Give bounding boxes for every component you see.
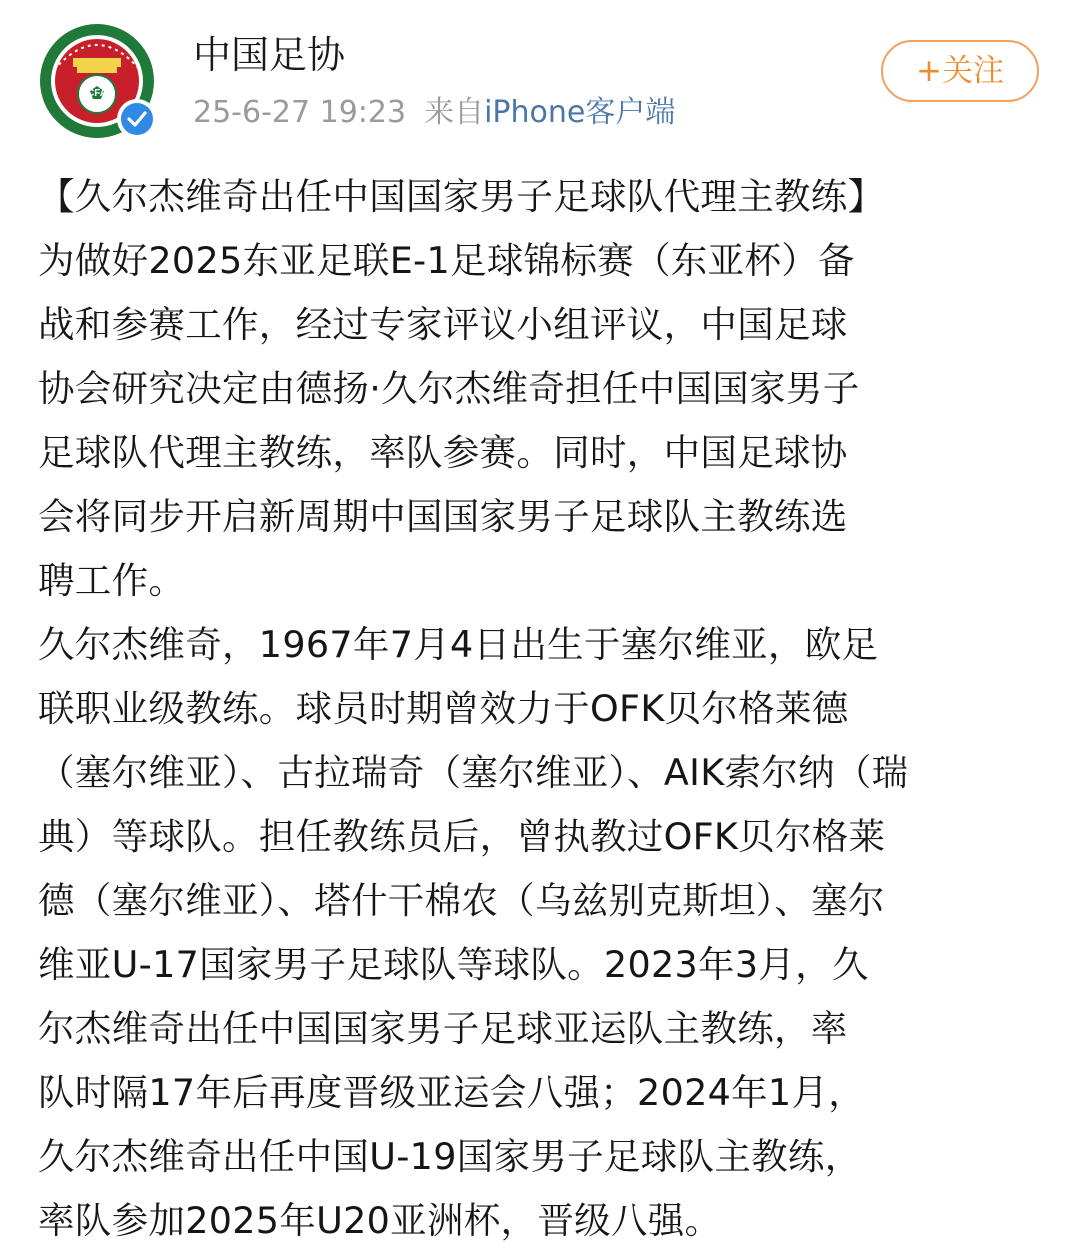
post-text-line: 会将同步开启新周期中国国家男子足球队主教练选 [38,495,848,538]
follow-button[interactable]: +关注 [881,40,1039,102]
post-text-line: 维亚U-17国家男子足球队等球队。2023年3月，久 [38,943,869,986]
post-text-line: 久尔杰维奇，1967年7月4日出生于塞尔维亚，欧足 [38,623,879,666]
post-text-line: 【久尔杰维奇出任中国国家男子足球队代理主教练】 [38,175,885,218]
verified-badge [116,98,158,140]
post-text-line: 为做好2025东亚足联E-1足球锦标赛（东亚杯）备 [38,239,855,282]
verified-badge-icon [116,98,158,140]
post-text-line: 尔杰维奇出任中国国家男子足球亚运队主教练，率 [38,1007,848,1050]
post-timestamp: 25-6-27 19:23 [193,95,407,130]
post-text-line: 协会研究决定由德扬·久尔杰维奇担任中国国家男子 [38,367,860,410]
post-text-line: 队时隔17年后再度晋级亚运会八强；2024年1月， [38,1071,866,1114]
post-text-line: （塞尔维亚）、古拉瑞奇（塞尔维亚）、AIK索尔纳（瑞 [38,751,909,794]
post-text-line: 久尔杰维奇出任中国U-19国家男子足球队主教练， [38,1135,862,1178]
source-prefix: 来自 [424,95,485,130]
post-header [0,0,1080,150]
post-text-line: 聘工作。 [38,559,186,602]
post-text-line: 足球队代理主教练，率队参赛。同时，中国足球协 [38,431,848,474]
post-text-line: 联职业级教练。球员时期曾效力于OFK贝尔格莱德 [38,687,849,730]
post-text-line: 典）等球队。担任教练员后，曾执教过OFK贝尔格莱 [38,815,886,858]
user-name[interactable]: 中国足协 [193,33,346,77]
logo-text: CFA [87,88,107,99]
post-text-line: 战和参赛工作，经过专家评议小组评议，中国足球 [38,303,848,346]
post-meta [193,93,675,133]
post-text-line: 率队参加2025年U20亚洲杯，晋级八强。 [38,1199,722,1242]
post-body [38,165,1048,1253]
post-text-line: 德（塞尔维亚）、塔什干棉农（乌兹别克斯坦）、塞尔 [38,879,885,922]
source-link[interactable]: iPhone客户端 [484,95,676,130]
